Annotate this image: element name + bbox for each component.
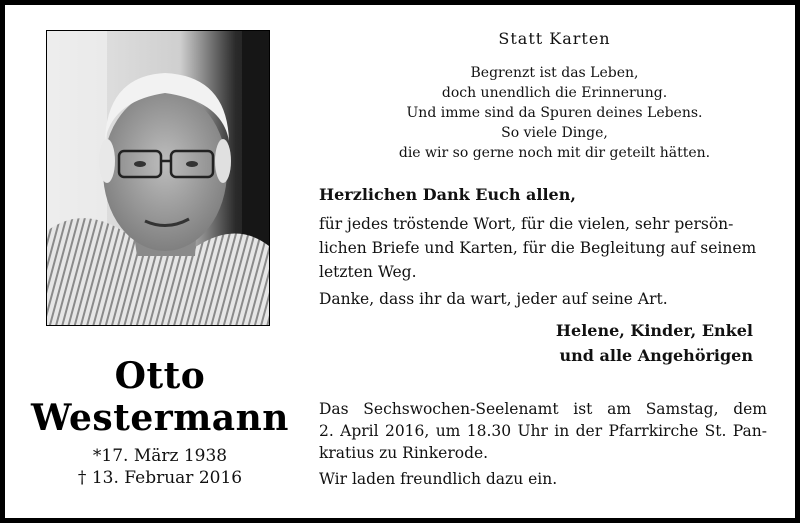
death-date: † 13. Februar 2016 (77, 468, 243, 488)
notice-header: Statt Karten (498, 29, 611, 48)
poem-line: So viele Dinge, (501, 125, 608, 141)
signer-line: und alle Angehörigen (559, 346, 753, 365)
danke-text: Danke, dass ihr da wart, jeder auf seine Art. (319, 290, 668, 308)
deceased-last-name: Westermann (31, 397, 289, 439)
poem (317, 63, 792, 163)
deceased-first-name: Otto (114, 355, 206, 397)
mass-line: kratius zu Rinkerode. (319, 444, 489, 462)
portrait-image (47, 31, 269, 325)
mass-line: 2. April 2016, um 18.30 Uhr in der Pfarrkirche St. Pan- (319, 422, 767, 440)
portrait-photo (46, 30, 270, 326)
thanks-line: lichen Briefe und Karten, für die Begleitung auf seinem (319, 239, 757, 257)
poem-line: die wir so gerne noch mit dir geteilt hätten. (398, 145, 711, 161)
thanks-line: letzten Weg. (319, 263, 417, 281)
thanks-text (319, 212, 767, 284)
thanks-heading: Herzlichen Dank Euch allen, (319, 185, 576, 204)
invitation-text: Wir laden freundlich dazu ein. (319, 470, 558, 488)
poem-line: Begrenzt ist das Leben, (470, 65, 639, 81)
mass-line: Das Sechswochen-Seelenamt ist am Samstag, dem (319, 400, 767, 418)
thanks-line: für jedes tröstende Wort, für die vielen, sehr persön- (319, 215, 734, 233)
mass-announcement (319, 398, 767, 464)
signers (556, 318, 753, 368)
birth-date: *17. März 1938 (92, 446, 228, 466)
poem-line: doch unendlich die Erinnerung. (441, 85, 668, 101)
signer-line: Helene, Kinder, Enkel (555, 321, 753, 340)
poem-line: Und imme sind da Spuren deines Lebens. (406, 105, 703, 121)
